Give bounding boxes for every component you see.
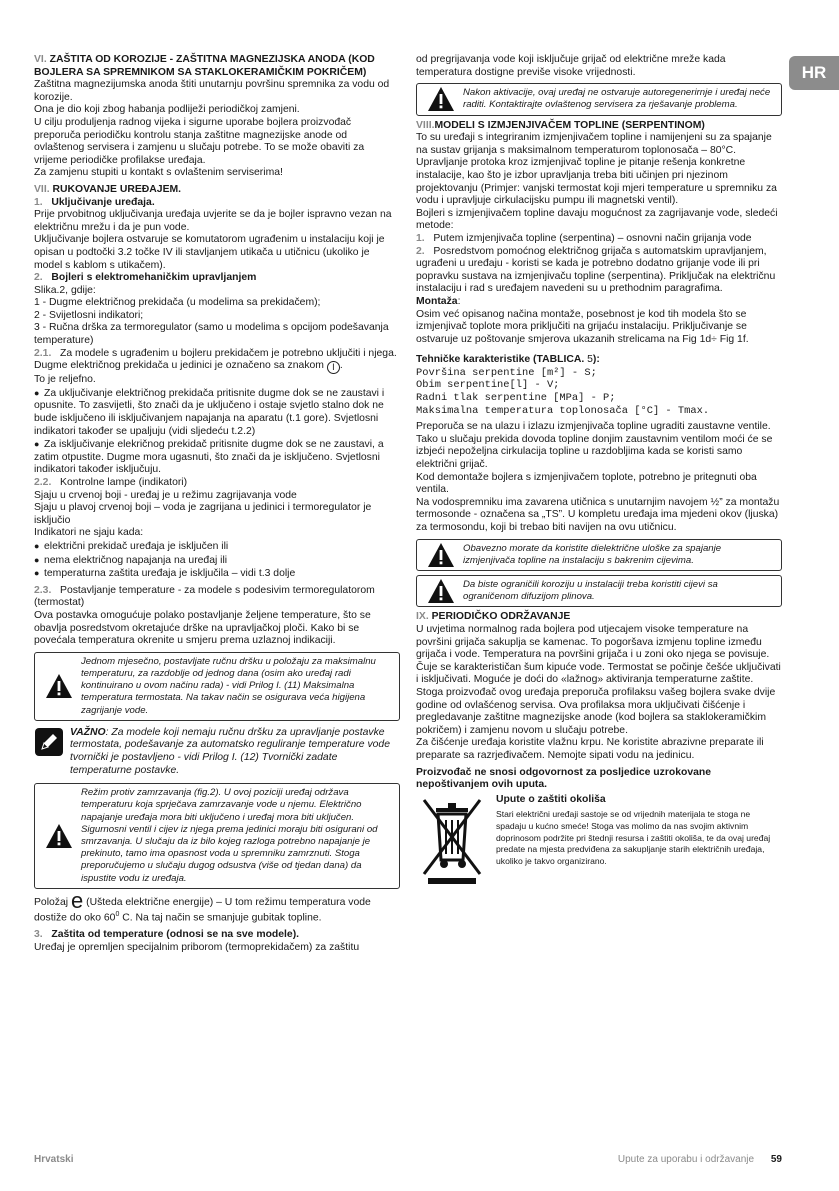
paragraph: Upravljanje protoka kroz izmjenjivač topline je pitanje rešenja konkretne instalacije, kao što je izbor upravljanja treba biti učinjen pri njezinom projektovanju (Primjer: vanjski termostat koji mjeri temperature u spremniku za vodu i upravljuje cirkulacijsku pumpu ili magnetski ventil). [416, 157, 777, 207]
paragraph: Položaj [34, 896, 69, 908]
eco-symbol-icon: e [70, 887, 84, 913]
footer-doc-title: Upute za uporabu i održavanje [617, 1154, 755, 1165]
paragraph: U cilju produljenja radnog vijeka i sigurne uporabe bojlera proizvođač preporuča periodičku kontrolu stanja zaštitne magnezijske anode od ovlaštenog servisera i zamjenu u slučaju potrebe. To se može obaviti za vrijeme periodičke profilakse uređaja. [34, 116, 365, 166]
list-text: Putem izmjenjivača topline (serpentina) – osnovni način grijanja vode [433, 232, 752, 244]
tech-item: Maksimalna temperatura toplonosača [°C] - Tmax. [416, 404, 710, 417]
section-title: RUKOVANJE UREĐAJEM. [52, 183, 182, 195]
subsection-1-heading [34, 197, 400, 210]
paragraph: Kod demontaže bojlera s izmjenjivačem toplote, potrebno je pritegnuti oba ventila. [416, 471, 757, 496]
warning-text: Režim protiv zamrzavanja (fig.2). U ovoj poziciji uređaj održava temperaturu koja sprječava zamrzavanje vode u njemu. Električno napajanje uređaja mora biti uključeno i uređaj mora biti uključen. Sigurnosni ventil i cijev iz njega prema jedinici moraju biti osigurani od smrzavanja. U slučaju da iz bilo kojeg razloga potrebno napajanje je prekinuto, tamo ima opasnost voda u spremniku zamrznuti. Stoga preporučujemo u slučaju dugog odsustva (više od tjedan dana) da ispustite vodu iz uređaja. [81, 787, 378, 884]
bullet-item: ● nema električnog napajanja na uređaj ili [34, 554, 400, 568]
table-ref: 5 [584, 354, 593, 366]
left-column [34, 54, 400, 955]
tech-item: Obim serpentine[l] - V; [416, 379, 560, 392]
paragraph: Osim već opisanog načina montaže, posebnost je kod tih modela što se izmjenjivač toplote mora priključiti na grijaću instalaciju. Priključivanje se ostvaruje uz poštovanje smjerova ukazanih strelicama na Fig 1d÷ Fig 1f. [416, 308, 749, 345]
warning-box [416, 575, 782, 607]
subsection-title: Bojleri s elektromehaničkim upravljanjem [51, 272, 257, 284]
paragraph: Preporuča se na ulazu i izlazu izmjenjivača topline ugraditi zaustavne ventile. Tako u slučaju prekida dovoda topline donjim zaustavnim ventilom moći će se izbjeći nepoželjna cirkulacija topline u razdobljima kada se koristi samo električni grijač. [416, 421, 773, 471]
disclaimer: Proizvođač ne snosi odgovornost za posljedice uzrokovane nepoštivanjem ovih uputa. [416, 766, 712, 791]
list-item: Slika.2, gdije: [34, 284, 96, 296]
subsection-number: 2.2. [34, 477, 52, 488]
tech-item: Površina serpentine [m²] - S; [416, 366, 597, 379]
eco-mode-paragraph [34, 887, 400, 926]
subsection-number: 3. [34, 929, 43, 941]
paragraph: Dugme električnog prekidača u jedinici je označeno sa znakom [34, 360, 324, 372]
warning-icon [427, 86, 455, 112]
crossed-bin-icon [416, 794, 488, 886]
list-number: 1. [416, 232, 425, 244]
paragraph: Zaštitna magnezijumska anoda štiti unutarnju površinu spremnika za vodu od korozije. [34, 79, 390, 103]
subsection-2-2-heading [34, 477, 400, 490]
paragraph: Uređaj je opremljen specijalnim priborom (termoprekidačem) za zaštitu [34, 941, 360, 953]
paragraph: Sjaju u crvenoj boji - uređaj je u režimu zagrijavanja vode [34, 489, 297, 501]
warning-text: Da biste ograničili koroziju u instalaciji treba koristiti cijevi sa ograničenom difuzijom plinova. [463, 579, 718, 603]
paragraph: Indikatori ne sjaju kada: [34, 527, 144, 539]
warning-box [416, 83, 782, 115]
paragraph: Bojleri s izmjenjivačem topline davaju mogućnost za zagrijavanje vode, sledeći metode: [416, 207, 778, 232]
paragraph: Sjaju u plavoj crvenoj boji – voda je zagrijana u jedinici i termoregulator je isključio [34, 502, 372, 526]
paragraph: Za zamjenu stupiti u kontakt s ovlaštenim serviserima! [34, 167, 283, 179]
method-item [416, 246, 782, 296]
bullet-item: ● Za isključivanje elekričnog prekidač pritisnite dugme dok se ne zaustavi, a zatim otpustite. Dugme mora ugasnuti, što znači da je isključeno. Svjetlosni indikatori također isključuju. [34, 438, 400, 477]
warning-icon [45, 823, 73, 849]
section-vi-heading [34, 54, 400, 79]
list-text: Posredstvom pomoćnog električnog grijača s automatskim upravljanjem, ugrađeni u uređaju - koristi se kada je potrebno dodatno grijanje vode ili pri popravku sustava na izmjenjivaču topline (serpentina). Priključak na električnu instalaciju i rad s uređajem navedeni su u prethodnim paragrafima. [416, 245, 776, 295]
environment-title: Upute o zaštiti okoliša [496, 793, 606, 805]
tech-list [416, 367, 782, 417]
degree-sup: 0 [115, 911, 120, 919]
tech-heading [416, 354, 782, 367]
note-label: VAŽNO [70, 726, 106, 738]
paragraph: Na vodospremniku ima zavarena utičnica s unutarnjim navojem ½” za montažu termosonde - označena sa „TS”. U kompletu uređaja ima mjedeni okov (ljuska) za termosondu, koji bi trebao biti navijen na ovu utičnicu. [416, 496, 780, 533]
warning-icon [427, 542, 455, 568]
warning-box [416, 539, 782, 571]
paragraph: Uključivanje bojlera ostvaruje se komutatorom ugrađenim u instalaciju koji je opisan u podtočki 3.2 točke IV ili stavljanjem utikača u utičnicu (ukoliko je model s kablom s utikačem). [34, 234, 385, 271]
environment-notice [416, 794, 782, 886]
warning-text: Jednom mjesečno, postavljate ručnu dršku u položaju za maksimalnu temperaturu, za razdoblje od jednog dana (osim ako uređaj radi kontinuirano u ovom načinu rada) - vidi Prilog I. (11) Maksimalna temperatura termostata. Na takav način se osigurava veća higijena zagrijanje vode. [81, 655, 376, 716]
subsection-number: 2.3. [34, 584, 52, 596]
heading-close: ): [592, 354, 600, 366]
paragraph: Za čišćenje uređaja koristite vlažnu krpu. Ne koristite abrazivne preparate ili preparate sa razrjeđivačem. Nemojte sipati vodu na jedinicu. [416, 737, 764, 761]
language-tab: HR [789, 56, 839, 90]
paragraph: Ova postavka omogućuje polako postavljanje željene temperature, što se obavlja posredstvom okretajuće drške na upravljačkoj ploči. Kako bi se povećala temperatura okrenite u smjeru prema uzlaznoj indikaciji. [34, 609, 371, 647]
power-symbol-icon: I [327, 361, 340, 374]
subsection-3-heading [34, 929, 400, 942]
subsection-title: Uključivanje uređaja. [51, 196, 155, 208]
section-viii-heading [416, 120, 782, 133]
paragraph: Prije prvobitnog uključivanja uređaja uvjerite se da je bojler ispravno vezan na električnu mrežu i da je pun vode. [34, 209, 392, 233]
pencil-note-icon [34, 727, 64, 757]
paragraph-with-symbol: Dugme električnog prekidača u jedinici je označeno sa znakom I . [34, 360, 343, 373]
subsection-2-heading [34, 272, 400, 285]
paragraph: od pregrijavanja vode koji isključuje grijač od električne mreže kada temperatura dostigne previše visoke vrijednosti. [416, 54, 726, 78]
environment-text: Stari električni uređaji sastoje se od vrijednih materijala te stoga ne spadaju u kućno smeće! Stoga vas molimo da nas svojim aktivnim doprinosom podržite pri štednji resursa i zaštiti okoliša, te da ovaj uređaj predate na mjesta predviđena za sakupljanje starih električnih uređaja, ukoliko je takvo organizirano. [496, 809, 771, 866]
subsection-title: Postavljanje temperature - za modele s podesivim termoregulatorom (termostat) [34, 584, 375, 609]
subsection-number: 2.1. [34, 347, 52, 359]
bullet-item: ● Za uključivanje električnog prekidača pritisnite dugme dok se ne zaustavi i opusnite. To zasvijetli, što znači da je uključeno i ostaje svjetlo stalno dok ne bude isključeno ili isključivanjem napajanja na aparatu (t.1 gore). Svjetlosni indikatori također se upaljuju (vidi sljedeću t.2.2) [34, 387, 400, 438]
subsection-number: 2. [34, 272, 43, 284]
section-vii-heading [34, 184, 400, 197]
note-box [34, 725, 400, 779]
warning-icon [427, 578, 455, 604]
subsection-2-3-heading [34, 585, 400, 610]
environment-text-block [496, 794, 782, 886]
bullet-item: ● temperaturna zaštita uređaja je isključila – vidi t.3 dolje [34, 567, 400, 581]
list-item: 3 - Ručna drška za termoregulator (samo u modelima s opcijom podešavanja temperature) [34, 322, 389, 347]
list-item: 2 - Svijetlosni indikatori; [34, 309, 144, 321]
paragraph: U uvjetima normalnog rada bojlera pod utjecajem visoke temperature na površini grijača sakuplja se kamenac. To pogoršava izmjenu topline između grijača i vode. Temperatura na površini grijača i u zoni oko njega se povisuje. Čuje se karakterističan šum kipuće vode. Termostat se počinje češće uključivati i isključivati. Moguće je doći do «lažnog» aktiviranja temperaturne zaštite. Stoga proizvođač ovog uređaja preporuča profilaksu vašeg bojlera svake dvije godine od ovlašćenog servisa. Ova profilaksa mora uključivati čišćenje i pregledavanje zaštitne magnezijske anode (kod bojlera sa staklokeramičkim pokričem) i zamjenu novom u slučaju potrebe. [416, 624, 781, 736]
subsection-title: Tehničke karakteristike (TABLICA. [416, 354, 585, 366]
subsection-title: Zaštita od temperature (odnosi se na sve modele). [51, 929, 300, 941]
section-number: VI. [34, 54, 47, 65]
section-number: VIII. [416, 119, 435, 131]
subsection-title: Kontrolne lampe (indikatori) [60, 477, 188, 488]
subsection-number: 1. [34, 196, 43, 208]
section-title: PERIODIČKO ODRŽAVANJE [431, 611, 571, 623]
warning-box [34, 652, 400, 721]
footer-right [618, 1154, 782, 1165]
montaza-heading: Montaža: [416, 295, 461, 307]
paragraph: Za modele s ugrađenim u bojleru prekidačem je potrebno uključiti i njega. [60, 347, 397, 359]
subsection-2-1 [34, 348, 400, 361]
section-number: VII. [34, 183, 50, 195]
section-ix-heading [416, 611, 782, 624]
warning-box [34, 783, 400, 889]
page-number: 59 [770, 1154, 782, 1165]
paragraph: (Ušteda električne energije) – U tom režimu temperatura vode dostiže do oko 60 [34, 896, 371, 924]
section-title: ZAŠTITA OD KOROZIJE - ZAŠTITNA MAGNEZIJSKA ANODA (KOD BOJLERA SA SPREMNIKOM SA STAKLOKERAMIČKIM POKRIČEM) [34, 54, 375, 78]
tech-item: Radni tlak serpentine [MPa] - P; [416, 392, 616, 405]
bullet-item: ● električni prekidač uređaja je isključen ili [34, 540, 400, 554]
right-column [416, 54, 782, 886]
paragraph: C. Na taj način se smanjuje gubitak topline. [119, 912, 322, 924]
paragraph: Ona je dio koji zbog habanja podliježi periodičkoj zamjeni. [34, 104, 300, 116]
paragraph: To su uređaji s integriranim izmjenjivačem topline i namijenjeni su za spajanje na sustav grijanja s maksimalnom temperaturom toplonosača – 80°C. [416, 132, 772, 156]
section-number: IX. [416, 611, 429, 623]
list-item: 1 - Dugme električnog prekidača (u modelima sa prekidačem); [34, 297, 321, 309]
section-title: MODELI S IZMJENJIVAČEM TOPLINE (SERPENTINOM) [434, 119, 705, 131]
warning-icon [45, 673, 73, 699]
warning-text: Obavezno morate da koristite dielektrične uloške za spajanje izmjenjivača topline na instalaciju s bakrenim cijevima. [463, 542, 722, 566]
footer-language: Hrvatski [34, 1154, 74, 1165]
note-text: : Za modele koji nemaju ručnu dršku za upravljanje postavke termostata, podešavanje za automatsko reguliranje temperature vode tvornički je postavljeno - vidi Prilog I. (12) Tvornički zadate temperaturne postavke. [70, 726, 390, 776]
method-item [416, 233, 782, 246]
list-number: 2. [416, 245, 425, 257]
warning-text: Nakon aktivacije, ovaj uređaj ne ostvaruje autoregenerirnje i uređaj neće raditi. Kontaktirajte ovlaštenog servisera za rješavanje problema. [463, 87, 771, 111]
paragraph: To je reljefno. [34, 374, 96, 386]
subsection-title: Montaža [416, 295, 458, 307]
